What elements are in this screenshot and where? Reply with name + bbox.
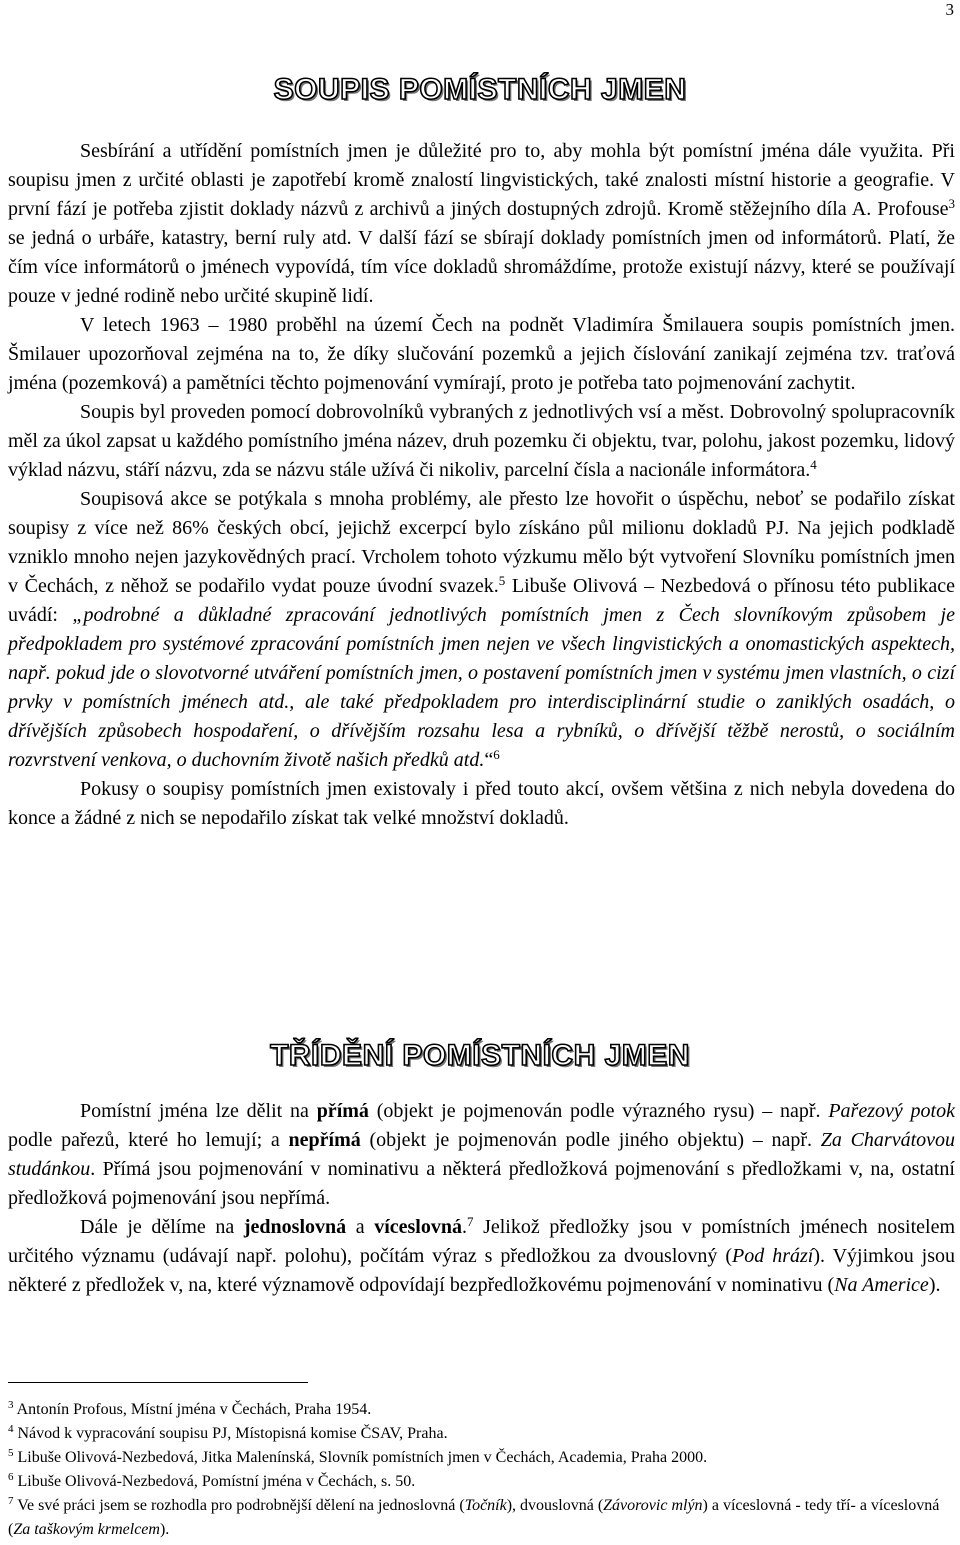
footnote-text: ). bbox=[159, 1521, 170, 1538]
paragraph: Pokusy o soupisy pomístních jmen existovaly i před touto akcí, ovšem většina z nich nebyla dovedena do konce a žádné z nich se nepodařilo získat tak velké množství dokladů. bbox=[8, 778, 955, 829]
footnote-ref[interactable]: 6 bbox=[493, 747, 500, 762]
text: se jedná o urbáře, katastry, berní ruly atd. V další fází se sbírají doklady pomístních jmen od informátorů. Platí, že čím více informátorů o jménech vypovídá, tím více dokladů shromáždíme, protože existují názvy, které se používají pouze v jedné rodině nebo určité skupině lidí. bbox=[8, 227, 955, 307]
text: Pomístní jména lze dělit na bbox=[80, 1100, 317, 1122]
footnote-number: 4 bbox=[8, 1423, 14, 1435]
footnote bbox=[8, 1446, 955, 1470]
footnote bbox=[8, 1398, 955, 1422]
example: Pod hrází bbox=[732, 1245, 814, 1267]
example: Na Americe bbox=[834, 1274, 929, 1296]
paragraph bbox=[8, 1213, 955, 1300]
heading-trideni: TŘÍDĚNÍ POMÍSTNÍCH JMEN bbox=[270, 1039, 690, 1072]
footnote-number: 6 bbox=[8, 1471, 14, 1483]
footnote bbox=[8, 1422, 955, 1446]
term: jednoslovná bbox=[243, 1216, 347, 1238]
footnote-text: ), dvouslovná ( bbox=[506, 1497, 604, 1514]
text: “ bbox=[484, 749, 494, 771]
text: ). bbox=[928, 1274, 941, 1296]
example: Závorovic mlýn bbox=[603, 1497, 703, 1514]
text: . Přímá jsou pojmenování v nominativu a některá předložková pojmenování s předložkami v, na, ostatní předložková pojmenování jsou nepřímá. bbox=[8, 1158, 955, 1209]
text: Sesbírání a utřídění pomístních jmen je důležité pro to, aby mohla být pomístní jména dále využita. Při soupisu jmen z určité oblasti je zapotřebí kromě znalostí lingvistických, také znalosti místní historie a geografie. V první fází je potřeba zjistit doklady názvů z archivů a jiných dostupných zdrojů. Kromě stěžejního díla A. Profouse bbox=[8, 140, 955, 220]
section-soupis bbox=[8, 137, 955, 833]
footnote-text: Návod k vypracování soupisu PJ, Místopisná komise ČSAV, Praha. bbox=[13, 1425, 448, 1442]
footnote-number: 7 bbox=[8, 1495, 14, 1507]
footnote-ref[interactable]: 5 bbox=[498, 573, 506, 588]
example: Točník bbox=[464, 1497, 507, 1514]
text: a bbox=[346, 1216, 375, 1238]
text: Soupis byl proveden pomocí dobrovolníků vybraných z jednotlivých vsí a měst. Dobrovolný spolupracovník měl za úkol zapsat u každého pomístního jména název, druh pozemku či objektu, tvar, polohu, jakost pozemku, lidový výklad názvu, stáří názvu, zda se názvu stále užívá či nikoliv, parcelní čísla a nacionále informátora. bbox=[8, 401, 955, 481]
text: . bbox=[461, 1216, 467, 1238]
footnote bbox=[8, 1470, 955, 1494]
page-number: 3 bbox=[945, 0, 954, 19]
footnote-text: Ve své práci jsem se rozhodla pro podrobnější dělení na jednoslovná ( bbox=[13, 1497, 465, 1514]
footnote-ref[interactable]: 4 bbox=[810, 457, 817, 472]
footnotes bbox=[8, 1398, 955, 1542]
text: Jelikož předložky jsou v pomístních jménech nositelem určitého významu (udávají např. polohu), počítám výraz s předložkou za dvouslovný ( bbox=[8, 1216, 955, 1267]
section-trideni bbox=[8, 1097, 955, 1300]
footnote-text: ) a víceslovná - tedy tří- a víceslovná ( bbox=[8, 1497, 940, 1538]
text: podle pařezů, které ho lemují; a bbox=[8, 1129, 289, 1151]
footnote-text: Libuše Olivová-Nezbedová, Pomístní jména v Čechách, s. 50. bbox=[13, 1473, 416, 1490]
text: (objekt je pojmenován podle výrazného rysu) – např. bbox=[368, 1100, 829, 1122]
example: Za Charvátovou studánkou bbox=[8, 1129, 956, 1180]
footnote-ref[interactable]: 3 bbox=[948, 196, 955, 211]
paragraph bbox=[8, 137, 955, 311]
footnote-text: Antonín Profous, Místní jména v Čechách, Praha 1954. bbox=[13, 1401, 372, 1418]
footnote-number: 5 bbox=[8, 1447, 14, 1459]
paragraph: V letech 1963 – 1980 proběhl na území Čech na podnět Vladimíra Šmilauera soupis pomístních jmen. Šmilauer upozorňoval zejména na to, že díky slučování pozemků a jejich číslování zanikají zejména tzv. traťová jména (pozemková) a pamětníci těchto pojmenování vymírají, proto je potřeba tato pojmenování zachytit. bbox=[8, 314, 955, 394]
term: nepřímá bbox=[288, 1129, 361, 1151]
text: Libuše Olivová – Nezbedová o přínosu této publikace uvádí: bbox=[8, 575, 955, 626]
paragraph bbox=[8, 485, 955, 775]
text: (objekt je pojmenován podle jiného objektu) – např. bbox=[360, 1129, 821, 1151]
heading-soupis: SOUPIS POMÍSTNÍCH JMEN bbox=[273, 73, 687, 106]
example: Za taškovým krmelcem bbox=[13, 1521, 160, 1538]
example: Pařezový potok bbox=[828, 1100, 955, 1122]
term: přímá bbox=[316, 1100, 369, 1122]
quote: „podrobné a důkladné zpracování jednotlivých pomístních jmen z Čech slovníkovým způsobem je předpokladem pro systémové zpracování pomístních jmen nejen ve všech lingvistických a onomastických aspektech, např. pokud jde o slovotvorné utváření pomístních jmen, o postavení pomístních jmen v systému jmen vlastních, o cizí prvky v pomístních jménech atd., ale také předpokladem pro interdisciplinární studie o zaniklých osadách, o dřívějších způsobech hospodaření, o dřívějším rozsahu lesa a rybníků, o dřívější těžbě nerostů, o sociálním rozvrstvení venkova, o duchovním životě našich předků atd. bbox=[8, 604, 955, 771]
text: ). Výjimkou jsou některé z předložek v, na, které významově odpovídají bezpředložkovému pojmenování v nominativu ( bbox=[8, 1245, 955, 1296]
footnote-number: 3 bbox=[8, 1399, 14, 1411]
footnote-text: Libuše Olivová-Nezbedová, Jitka Malenínská, Slovník pomístních jmen v Čechách, Academia, Praha 2000. bbox=[13, 1449, 708, 1466]
footnote bbox=[8, 1494, 955, 1542]
term: víceslovná bbox=[374, 1216, 462, 1238]
paragraph bbox=[8, 1097, 955, 1213]
text: Dále je dělíme na bbox=[80, 1216, 244, 1238]
footnote-ref[interactable]: 7 bbox=[466, 1214, 474, 1229]
text: Soupisová akce se potýkala s mnoha problémy, ale přesto lze hovořit o úspěchu, neboť se podařilo získat soupisy z více než 86% českých obcí, jejichž excerpcí bylo získáno půl milionu dokladů PJ. Na jejich podkladě vzniklo mnoho nejen jazykovědných prací. Vrcholem tohoto výzkumu mělo být vytvoření Slovníku pomístních jmen v Čechách, z něhož se podařilo vydat pouze úvodní svazek. bbox=[8, 488, 955, 597]
footnote-divider bbox=[8, 1382, 308, 1383]
paragraph bbox=[8, 398, 955, 485]
